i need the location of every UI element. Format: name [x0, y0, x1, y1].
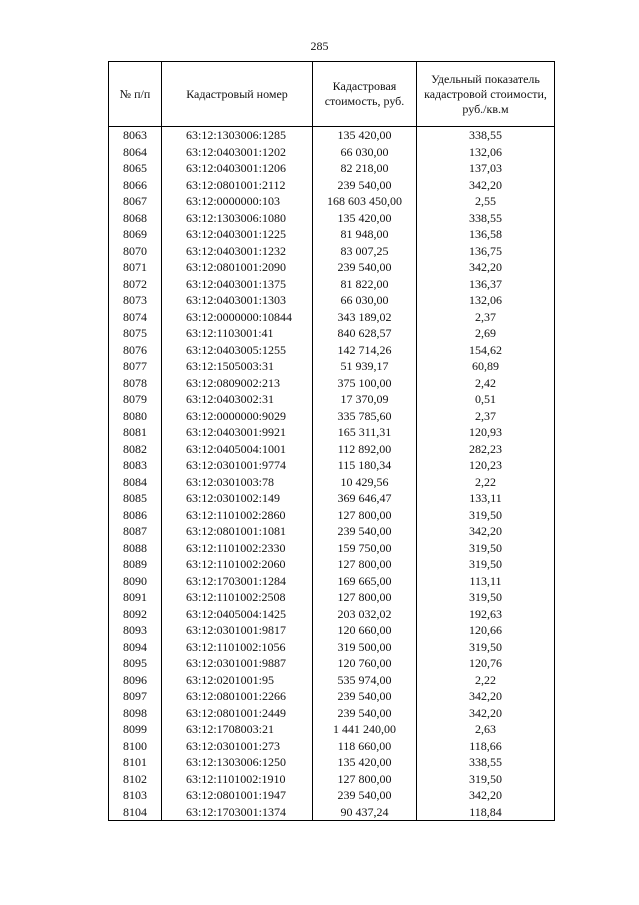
table-row [109, 688, 555, 705]
specific-value: 2,22 [417, 672, 555, 689]
table-row [109, 721, 555, 738]
cadastral-number: 63:12:1101002:2860 [162, 507, 313, 524]
header-cadastral-value: Кадастровая стоимость, руб. [313, 62, 417, 127]
table-row [109, 424, 555, 441]
specific-value: 342,20 [417, 177, 555, 194]
cadastral-number: 63:12:1703001:1374 [162, 804, 313, 821]
specific-value: 319,50 [417, 507, 555, 524]
specific-value: 342,20 [417, 787, 555, 804]
row-number: 8070 [109, 243, 162, 260]
row-number: 8081 [109, 424, 162, 441]
specific-value: 136,75 [417, 243, 555, 260]
specific-value: 113,11 [417, 573, 555, 590]
cadastral-value: 319 500,00 [313, 639, 417, 656]
row-number: 8088 [109, 540, 162, 557]
specific-value: 136,37 [417, 276, 555, 293]
row-number: 8083 [109, 457, 162, 474]
table-row [109, 358, 555, 375]
table-row [109, 243, 555, 260]
cadastral-value: 66 030,00 [313, 292, 417, 309]
row-number: 8064 [109, 144, 162, 161]
row-number: 8094 [109, 639, 162, 656]
cadastral-number: 63:12:0809002:213 [162, 375, 313, 392]
cadastral-number: 63:12:0201001:95 [162, 672, 313, 689]
table-row [109, 606, 555, 623]
cadastral-number: 63:12:1303006:1080 [162, 210, 313, 227]
row-number: 8063 [109, 127, 162, 144]
table-row [109, 226, 555, 243]
table-header [109, 62, 555, 127]
specific-value: 120,66 [417, 622, 555, 639]
cadastral-value: 159 750,00 [313, 540, 417, 557]
row-number: 8074 [109, 309, 162, 326]
row-number: 8095 [109, 655, 162, 672]
cadastral-number: 63:12:0403001:9921 [162, 424, 313, 441]
specific-value: 2,55 [417, 193, 555, 210]
specific-value: 2,22 [417, 474, 555, 491]
table-row [109, 259, 555, 276]
table-row [109, 573, 555, 590]
specific-value: 154,62 [417, 342, 555, 359]
row-number: 8102 [109, 771, 162, 788]
specific-value: 282,23 [417, 441, 555, 458]
cadastral-value: 120 760,00 [313, 655, 417, 672]
specific-value: 319,50 [417, 556, 555, 573]
cadastral-value: 239 540,00 [313, 705, 417, 722]
table-row [109, 507, 555, 524]
cadastral-number: 63:12:0403002:31 [162, 391, 313, 408]
row-number: 8090 [109, 573, 162, 590]
specific-value: 192,63 [417, 606, 555, 623]
table-row [109, 540, 555, 557]
cadastral-value: 840 628,57 [313, 325, 417, 342]
table-row [109, 490, 555, 507]
specific-value: 136,58 [417, 226, 555, 243]
specific-value: 2,42 [417, 375, 555, 392]
row-number: 8097 [109, 688, 162, 705]
cadastral-number: 63:12:1101002:2508 [162, 589, 313, 606]
cadastral-value: 127 800,00 [313, 556, 417, 573]
cadastral-number: 63:12:0403001:1303 [162, 292, 313, 309]
specific-value: 132,06 [417, 292, 555, 309]
specific-value: 342,20 [417, 705, 555, 722]
cadastral-number: 63:12:0801001:2266 [162, 688, 313, 705]
cadastral-value: 239 540,00 [313, 177, 417, 194]
cadastral-value: 66 030,00 [313, 144, 417, 161]
row-number: 8100 [109, 738, 162, 755]
cadastral-value: 239 540,00 [313, 688, 417, 705]
table-row [109, 705, 555, 722]
cadastral-value: 369 646,47 [313, 490, 417, 507]
header-specific-value: Удельный показатель кадастровой стоимости, руб./кв.м [417, 62, 555, 127]
specific-value: 338,55 [417, 127, 555, 144]
cadastral-number: 63:12:0000000:9029 [162, 408, 313, 425]
row-number: 8091 [109, 589, 162, 606]
cadastral-number: 63:12:0301001:9817 [162, 622, 313, 639]
row-number: 8068 [109, 210, 162, 227]
cadastral-value: 17 370,09 [313, 391, 417, 408]
specific-value: 342,20 [417, 259, 555, 276]
specific-value: 118,66 [417, 738, 555, 755]
table-row [109, 523, 555, 540]
table-row [109, 292, 555, 309]
cadastral-number: 63:12:0000000:10844 [162, 309, 313, 326]
row-number: 8103 [109, 787, 162, 804]
table-row [109, 375, 555, 392]
row-number: 8076 [109, 342, 162, 359]
row-number: 8073 [109, 292, 162, 309]
cadastral-number: 63:12:0801001:2449 [162, 705, 313, 722]
table-row [109, 441, 555, 458]
row-number: 8087 [109, 523, 162, 540]
table-row [109, 672, 555, 689]
specific-value: 120,93 [417, 424, 555, 441]
cadastral-number: 63:12:1101002:1910 [162, 771, 313, 788]
cadastral-value: 169 665,00 [313, 573, 417, 590]
cadastral-value: 142 714,26 [313, 342, 417, 359]
specific-value: 342,20 [417, 523, 555, 540]
cadastral-number: 63:12:0801001:1081 [162, 523, 313, 540]
cadastral-number: 63:12:0301001:9774 [162, 457, 313, 474]
row-number: 8077 [109, 358, 162, 375]
row-number: 8079 [109, 391, 162, 408]
row-number: 8069 [109, 226, 162, 243]
specific-value: 319,50 [417, 540, 555, 557]
cadastral-number: 63:12:0801001:1947 [162, 787, 313, 804]
cadastral-number: 63:12:0403001:1225 [162, 226, 313, 243]
cadastral-number: 63:12:0405004:1425 [162, 606, 313, 623]
table-row [109, 144, 555, 161]
table-row [109, 556, 555, 573]
cadastral-number: 63:12:1303006:1285 [162, 127, 313, 144]
cadastral-value: 51 939,17 [313, 358, 417, 375]
cadastral-value: 90 437,24 [313, 804, 417, 821]
cadastral-number: 63:12:1101002:2330 [162, 540, 313, 557]
cadastral-value: 83 007,25 [313, 243, 417, 260]
specific-value: 2,37 [417, 309, 555, 326]
row-number: 8067 [109, 193, 162, 210]
header-cadastral-number: Кадастровый номер [162, 62, 313, 127]
table-row [109, 474, 555, 491]
cadastral-value: 127 800,00 [313, 771, 417, 788]
table-row [109, 787, 555, 804]
row-number: 8092 [109, 606, 162, 623]
cadastral-number: 63:12:1703001:1284 [162, 573, 313, 590]
cadastral-value: 168 603 450,00 [313, 193, 417, 210]
specific-value: 118,84 [417, 804, 555, 821]
row-number: 8066 [109, 177, 162, 194]
cadastral-value: 335 785,60 [313, 408, 417, 425]
specific-value: 2,37 [417, 408, 555, 425]
specific-value: 0,51 [417, 391, 555, 408]
specific-value: 133,11 [417, 490, 555, 507]
page-number: 285 [310, 39, 329, 53]
cadastral-value: 535 974,00 [313, 672, 417, 689]
table-row [109, 655, 555, 672]
cadastral-number: 63:12:0000000:103 [162, 193, 313, 210]
specific-value: 319,50 [417, 771, 555, 788]
row-number: 8085 [109, 490, 162, 507]
cadastral-number: 63:12:1103001:41 [162, 325, 313, 342]
cadastral-value: 81 948,00 [313, 226, 417, 243]
cadastral-number: 63:12:0301001:273 [162, 738, 313, 755]
table-row [109, 160, 555, 177]
cadastral-number: 63:12:0801001:2090 [162, 259, 313, 276]
table-row [109, 589, 555, 606]
cadastral-value: 127 800,00 [313, 589, 417, 606]
cadastral-value: 127 800,00 [313, 507, 417, 524]
table-body [109, 127, 555, 821]
cadastral-number: 63:12:0403005:1255 [162, 342, 313, 359]
specific-value: 2,63 [417, 721, 555, 738]
row-number: 8086 [109, 507, 162, 524]
table-row [109, 622, 555, 639]
cadastral-value: 120 660,00 [313, 622, 417, 639]
table-row [109, 754, 555, 771]
specific-value: 120,76 [417, 655, 555, 672]
row-number: 8080 [109, 408, 162, 425]
specific-value: 319,50 [417, 589, 555, 606]
table-row [109, 771, 555, 788]
table-row [109, 639, 555, 656]
cadastral-number: 63:12:1101002:2060 [162, 556, 313, 573]
cadastral-number: 63:12:0301003:78 [162, 474, 313, 491]
row-number: 8089 [109, 556, 162, 573]
table-row [109, 342, 555, 359]
cadastral-value: 239 540,00 [313, 523, 417, 540]
table-row [109, 210, 555, 227]
cadastral-value: 165 311,31 [313, 424, 417, 441]
cadastral-number: 63:12:0301002:149 [162, 490, 313, 507]
cadastral-number: 63:12:0403001:1202 [162, 144, 313, 161]
row-number: 8065 [109, 160, 162, 177]
table-row [109, 177, 555, 194]
row-number: 8093 [109, 622, 162, 639]
cadastral-number: 63:12:1303006:1250 [162, 754, 313, 771]
cadastral-table [108, 61, 555, 821]
specific-value: 132,06 [417, 144, 555, 161]
specific-value: 2,69 [417, 325, 555, 342]
specific-value: 137,03 [417, 160, 555, 177]
specific-value: 60,89 [417, 358, 555, 375]
cadastral-number: 63:12:0405004:1001 [162, 441, 313, 458]
row-number: 8096 [109, 672, 162, 689]
row-number: 8101 [109, 754, 162, 771]
row-number: 8098 [109, 705, 162, 722]
cadastral-number: 63:12:1101002:1056 [162, 639, 313, 656]
table-row [109, 193, 555, 210]
cadastral-number: 63:12:0403001:1206 [162, 160, 313, 177]
row-number: 8071 [109, 259, 162, 276]
table-row [109, 309, 555, 326]
table-row [109, 325, 555, 342]
cadastral-value: 375 100,00 [313, 375, 417, 392]
cadastral-number: 63:12:0403001:1232 [162, 243, 313, 260]
cadastral-value: 343 189,02 [313, 309, 417, 326]
row-number: 8078 [109, 375, 162, 392]
cadastral-value: 82 218,00 [313, 160, 417, 177]
table-row [109, 457, 555, 474]
cadastral-value: 135 420,00 [313, 754, 417, 771]
cadastral-value: 118 660,00 [313, 738, 417, 755]
row-number: 8084 [109, 474, 162, 491]
cadastral-number: 63:12:0801001:2112 [162, 177, 313, 194]
cadastral-value: 239 540,00 [313, 259, 417, 276]
cadastral-value: 1 441 240,00 [313, 721, 417, 738]
cadastral-value: 203 032,02 [313, 606, 417, 623]
row-number: 8072 [109, 276, 162, 293]
row-number: 8104 [109, 804, 162, 821]
table-row [109, 391, 555, 408]
table-row [109, 804, 555, 821]
cadastral-value: 135 420,00 [313, 127, 417, 144]
specific-value: 342,20 [417, 688, 555, 705]
header-num: № п/п [109, 62, 162, 127]
cadastral-value: 115 180,34 [313, 457, 417, 474]
cadastral-number: 63:12:1708003:21 [162, 721, 313, 738]
cadastral-value: 239 540,00 [313, 787, 417, 804]
table-row [109, 408, 555, 425]
table-row [109, 276, 555, 293]
cadastral-value: 81 822,00 [313, 276, 417, 293]
specific-value: 319,50 [417, 639, 555, 656]
table-row [109, 127, 555, 144]
cadastral-value: 135 420,00 [313, 210, 417, 227]
cadastral-value: 10 429,56 [313, 474, 417, 491]
cadastral-number: 63:12:1505003:31 [162, 358, 313, 375]
row-number: 8075 [109, 325, 162, 342]
specific-value: 338,55 [417, 754, 555, 771]
row-number: 8099 [109, 721, 162, 738]
row-number: 8082 [109, 441, 162, 458]
cadastral-number: 63:12:0301001:9887 [162, 655, 313, 672]
table-row [109, 738, 555, 755]
specific-value: 120,23 [417, 457, 555, 474]
specific-value: 338,55 [417, 210, 555, 227]
cadastral-value: 112 892,00 [313, 441, 417, 458]
cadastral-number: 63:12:0403001:1375 [162, 276, 313, 293]
